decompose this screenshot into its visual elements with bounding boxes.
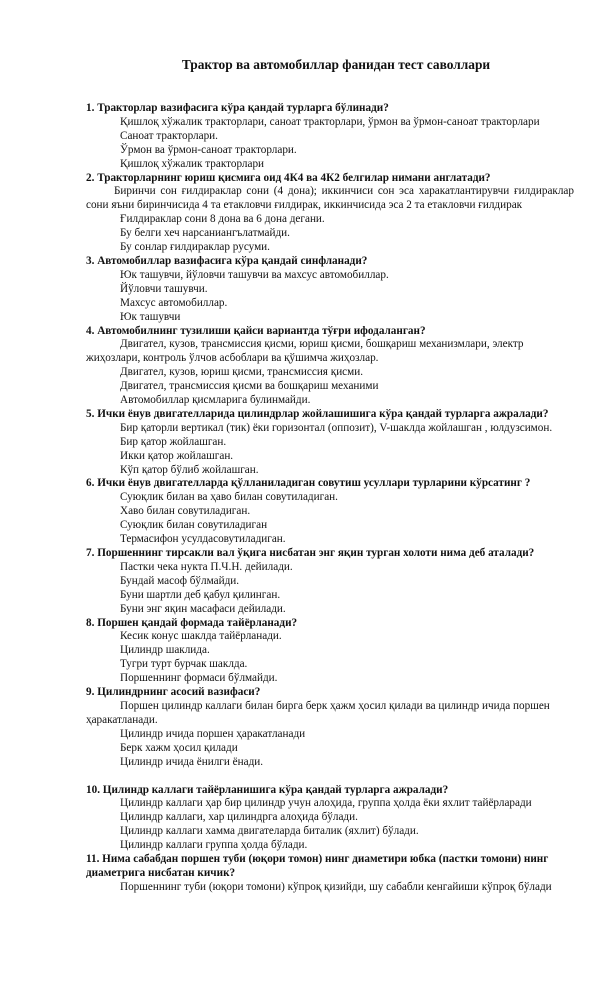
question-7: 7. Поршеннинг тирсакли вал ўқига нисбатан энг яқин турган холоти нима деб аталади? — [86, 547, 535, 559]
answer-10-a: Цилиндр каллаги ҳар бир цилиндр учун алоҳида, группа ҳолда ёки яхлит тайёрларади — [120, 797, 532, 810]
answer-1-c: Ўрмон ва ўрмон-саноат тракторлари. — [120, 143, 297, 156]
answer-6-d: Термасифон усулдасовутиладиган. — [120, 533, 286, 546]
answer-1-a: Қишлоқ хўжалик тракторлари, саноат тракторлари, ўрмон ва ўрмон-саноат тракторлари — [120, 115, 540, 128]
question-4: 4. Автомобилнинг тузилиши қайси вариантда тўғри ифодаланган? — [86, 324, 426, 337]
answer-1-d: Қишлоқ хўжалик тракторлари — [120, 157, 265, 170]
answer-5-a: Бир қаторли вертикал (тик) ёки горизонтал (оппозит), V-шаклда жойлашган , юлдузсимон. — [120, 421, 553, 434]
answer-4-c: Двигател, трансмиссия қисми ва бошқариш механими — [120, 380, 379, 393]
answer-9-c: Берк хажм ҳосил қилади — [120, 741, 238, 754]
answer-7-d: Буни энг яқин масафаси дейилади. — [120, 602, 286, 615]
answer-2-d: Бу сонлар ғилдираклар русуми. — [120, 241, 270, 254]
answer-11-a: Поршеннинг туби (юқори томони) кўпроқ қизийди, шу сабабли кенгайиши кўпроқ бўлади — [120, 880, 552, 893]
answer-3-a: Юк ташувчи, йўловчи ташувчи ва махсус автомобиллар. — [120, 268, 389, 281]
question-8: 8. Поршен қандай формада тайёрланади? — [86, 616, 298, 629]
answer-4-a: Двигател, кузов, трансмиссия қисми, юриш қисми, бошқариш механизмлари, электр жиҳозлари, контроль ўлчов асбоблари ва қўшимча жиҳозлар. — [86, 338, 524, 365]
answer-6-a: Суюқлик билан ва ҳаво билан совутиладиган. — [120, 491, 338, 504]
answer-10-b: Цилиндр каллаги, хар цилиндрга алоҳида бўлади. — [120, 811, 358, 824]
answer-3-c: Махсус автомобиллар. — [120, 296, 228, 309]
question-1: 1. Тракторлар вазифасига кўра қандай турларга бўлинади? — [86, 102, 389, 114]
answer-5-b: Бир қатор жойлашган. — [120, 435, 227, 448]
answer-3-b: Йўловчи ташувчи. — [120, 282, 208, 295]
answer-4-b: Двигател, кузов, юриш қисми, трансмиссия қисми. — [120, 366, 364, 379]
answer-8-a: Кесик конус шаклда тайёрланади. — [120, 630, 282, 643]
answer-1-b: Саноат тракторлари. — [120, 129, 218, 142]
answer-4-d: Автомобиллар қисмларига булинмайди. — [120, 394, 311, 407]
page-title: Трактор ва автомобиллар фанидан тест саволлари — [181, 57, 491, 72]
answer-3-d: Юк ташувчи — [120, 310, 181, 323]
question-9: 9. Цилиндрнинг асосий вазифаси? — [86, 686, 261, 699]
answer-2-c: Бу белги хеч нарсаниангълатмайди. — [120, 227, 290, 240]
answer-9-d: Цилиндр ичида ёнилги ёнади. — [120, 755, 264, 768]
answer-6-c: Суюқлик билан совутиладиган — [120, 519, 268, 532]
answer-8-c: Тугри турт бурчак шаклда. — [120, 658, 248, 671]
answer-7-b: Бундай масоф бўлмайди. — [120, 574, 240, 587]
answer-9-a: Поршен цилиндр каллаги билан бирга берк ҳажм ҳосил қилади ва цилиндр ичида поршен ҳаракатланади. — [86, 699, 550, 726]
question-5: 5. Ички ёнув двигателларида цилиндрлар жойлашишига кўра қандай турларга ажралади? — [86, 407, 549, 420]
answer-5-d: Кўп қатор бўлиб жойлашган. — [120, 463, 259, 476]
answer-2-a: Биринчи сон ғилдираклар сони (4 дона); иккинчиси сон эса харакатлантирувчи ғилдираклар сони яъни биринчисида 4 та етакловчи ғилдирак, иккинчисида эса 2 та етакловчи ғилдирак — [86, 185, 574, 212]
question-10: 10. Цилиндр каллаги тайёрланишига кўра қандай турларга ажралади? — [86, 783, 449, 796]
answer-10-c: Цилиндр каллаги хамма двигателарда биталик (яхлит) бўлади. — [120, 825, 419, 838]
answer-2-b: Ғилдираклар сони 8 дона ва 6 дона дегани. — [120, 213, 325, 226]
answer-8-b: Цилиндр шаклида. — [120, 644, 210, 657]
question-6: 6. Ички ёнув двигателларда қўлланиладиган совутиш усуллари турларини кўрсатинг ? — [86, 477, 531, 490]
answer-10-d: Цилиндр каллаги группа ҳолда бўлади. — [120, 839, 308, 852]
answer-8-d: Поршеннинг формаси бўлмайди. — [120, 672, 278, 685]
question-3: 3. Автомобиллар вазифасига кўра қандай синфланади? — [86, 254, 368, 267]
question-2: 2. Тракторларнинг юриш қисмига оид 4К4 ва 4К2 белгилар нимани англатади? — [86, 171, 491, 184]
test-page — [86, 56, 574, 895]
answer-6-b: Хаво билан совутиладиган. — [120, 505, 251, 518]
answer-9-b: Цилиндр ичида поршен ҳаракатланади — [120, 727, 306, 740]
answer-7-c: Буни шартли деб қабул қилинган. — [120, 588, 281, 601]
answer-5-c: Икки қатор жойлашган. — [120, 449, 234, 462]
answer-7-a: Пастки чека нукта П.Ч.Н. дейилади. — [120, 560, 293, 573]
section-gap — [86, 770, 574, 784]
question-11: 11. Нима сабабдан поршен туби (юқори томон) нинг диаметири юбка (пастки томони) нинг диаметрига нисбатан кичик? — [86, 853, 549, 879]
